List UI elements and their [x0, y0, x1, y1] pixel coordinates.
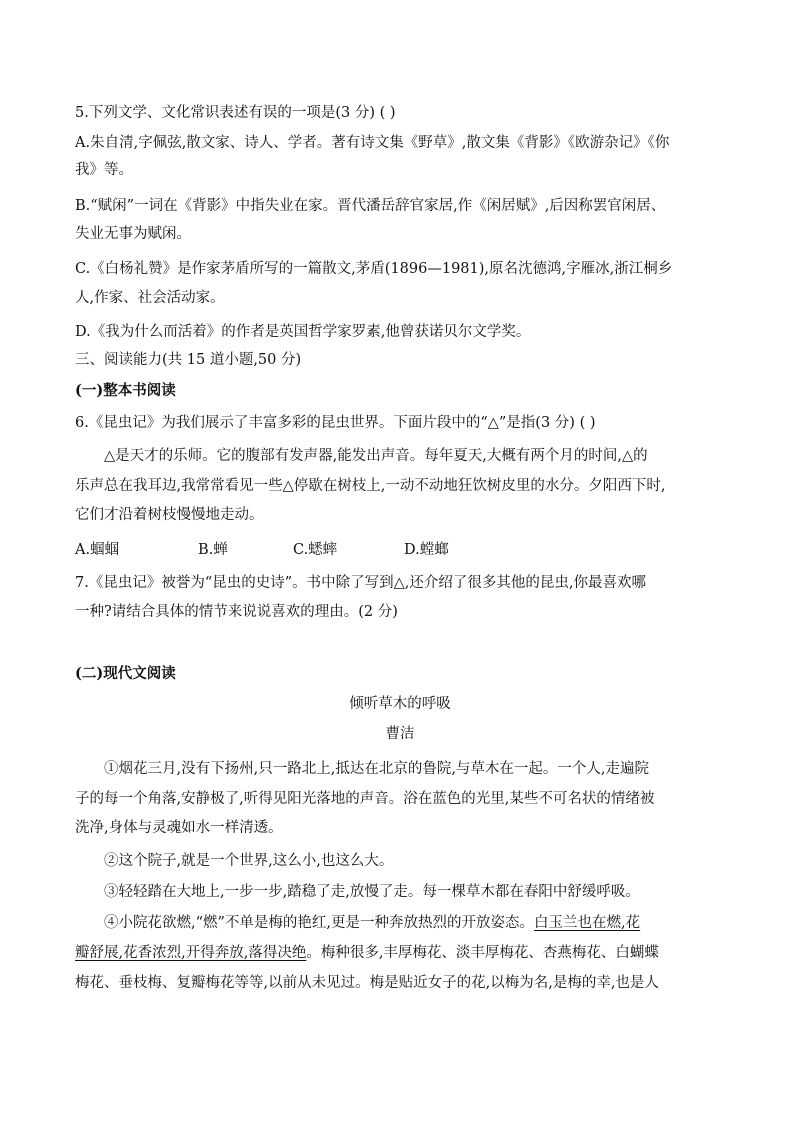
q6-option-d: D.螳螂 — [404, 542, 449, 558]
q6-option-c: C.蟋蟀 — [293, 542, 338, 558]
question-6-stem: 6.《昆虫记》为我们展示了丰富多彩的昆虫世界。下面片段中的“△”是指(3 分) ( ) — [75, 415, 596, 431]
paragraph-4-line1: ④小院花欲燃,“燃”不单是梅的艳红,更是一种奔放热烈的开放姿态。白玉兰也在燃,花 — [104, 915, 641, 931]
paragraph-1-line2: 子的每一个角落,安静极了,听得见阳光落地的声音。浴在蓝色的光里,某些不可名状的情绪被 — [75, 791, 655, 807]
q5-option-d: D.《我为什么而活着》的作者是英国哲学家罗素,他曾获诺贝尔文学奖。 — [75, 324, 531, 340]
q6-passage-line2: 乐声总在我耳边,我常常看见一些△停歇在树枝上,一动不动地狂饮树皮里的水分。夕阳西下时, — [75, 478, 666, 494]
paragraph-4-line2: 瓣舒展,花香浓烈,开得奔放,落得决绝。梅种很多,丰厚梅花、淡丰厚梅花、杏燕梅花、白蝴蝶 — [75, 945, 659, 961]
article-title: 倾听草木的呼吸 — [349, 696, 451, 712]
q5-option-a-line1: A.朱自清,字佩弦,散文家、诗人、学者。著有诗文集《野草》,散文集《背影》《欧游杂记》《你 — [75, 135, 670, 151]
part-1-title: (一)整本书阅读 — [75, 382, 176, 399]
question-7-line2: 一种?请结合具体的情节来说说喜欢的理由。(2 分) — [75, 604, 398, 620]
part-2-title: (二)现代文阅读 — [75, 665, 176, 682]
q5-option-b-line1: B.“赋闲”一词在《背影》中指失业在家。晋代潘岳辞官家居,作《闲居赋》,后因称罢官闲居、 — [75, 198, 666, 214]
q6-passage-line1: △是天才的乐师。它的腹部有发声器,能发出声音。每年夏天,大概有两个月的时间,△的 — [104, 448, 648, 464]
question-7-line1: 7.《昆虫记》被誉为“昆虫的史诗”。书中除了写到△,还介绍了很多其他的昆虫,你最喜欢哪 — [75, 575, 647, 591]
q5-option-c-line1: C.《白杨礼赞》是作家茅盾所写的一篇散文,茅盾(1896—1981),原名沈德鸿,字雁冰,浙江桐乡 — [75, 261, 673, 277]
section-3-title: 三、阅读能力(共 15 道小题,50 分) — [75, 352, 302, 368]
q6-option-a: A.蝈蝈 — [75, 542, 120, 558]
paragraph-1-line3: 洗净,身体与灵魂如水一样清透。 — [75, 820, 283, 836]
paragraph-2: ②这个院子,就是一个世界,这么小,也这么大。 — [104, 853, 394, 869]
underlined-sentence: 瓣舒展,花香浓烈,开得奔放,落得决绝 — [75, 945, 307, 961]
paragraph-1-line1: ①烟花三月,没有下扬州,只一路北上,抵达在北京的鲁院,与草木在一起。一个人,走遍院 — [104, 761, 650, 777]
article-author: 曹洁 — [385, 726, 415, 742]
question-5-stem: 5.下列文学、文化常识表述有误的一项是(3 分) ( ) — [75, 105, 396, 121]
underlined-sentence: 白玉兰也在燃,花 — [534, 915, 641, 931]
paragraph-4-line3: 梅花、垂枝梅、复瓣梅花等等,以前从未见过。梅是贴近女子的花,以梅为名,是梅的幸,也是人 — [75, 975, 659, 991]
answer-paren: ( ) — [579, 415, 596, 431]
q5-option-c-line2: 人,作家、社会活动家。 — [75, 290, 225, 306]
q6-passage-line3: 它们才沿着树枝慢慢地走动。 — [75, 507, 264, 523]
answer-paren: ( ) — [379, 105, 396, 121]
q5-option-a-line2: 我》等。 — [75, 162, 133, 178]
paragraph-3: ③轻轻踏在大地上,一步一步,踏稳了走,放慢了走。每一棵草木都在春阳中舒缓呼吸。 — [104, 884, 640, 900]
q6-options — [75, 540, 725, 560]
q5-option-b-line2: 失业无事为赋闲。 — [75, 226, 191, 242]
q6-option-b: B.蝉 — [198, 542, 228, 558]
